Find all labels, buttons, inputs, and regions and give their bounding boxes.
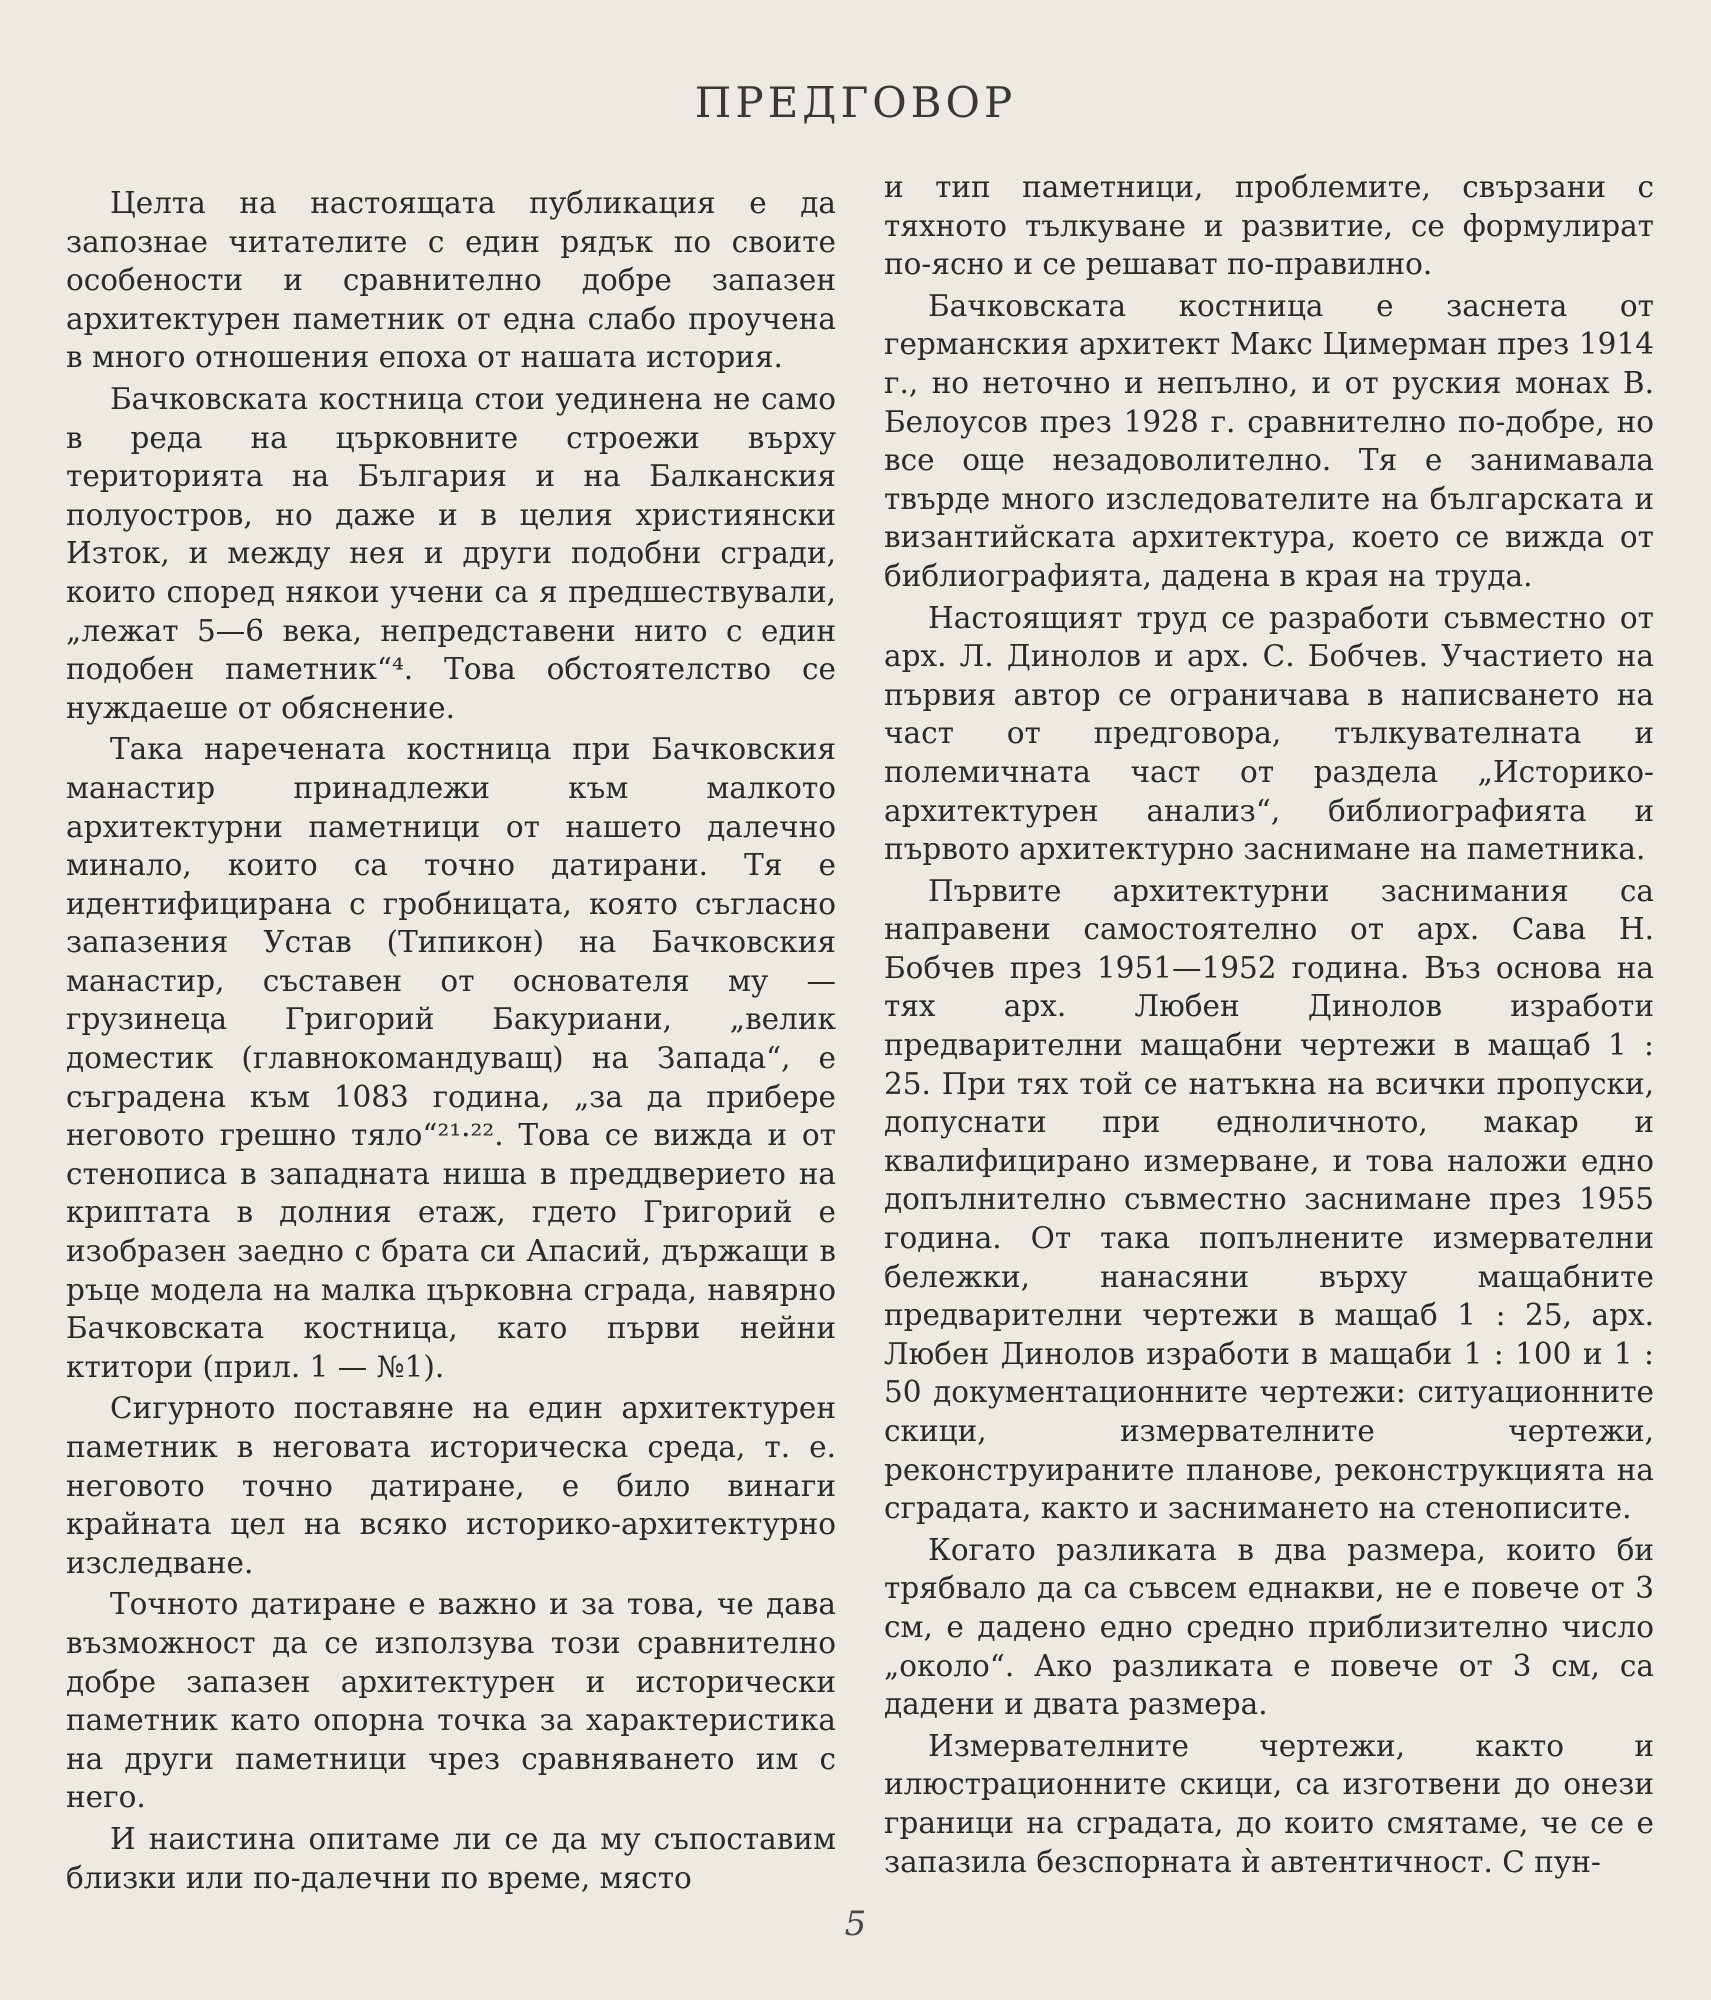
paragraph: Точното датиране е важно и за това, че дава възможност да се използува този сравнително добре запазен архитектурен и исторически паметник като опорна точка за характеристика на други паметници чрез сравняването им с него. (66, 1587, 836, 1815)
paragraph: Сигурното поставяне на един архитектурен паметник в неговата историческа среда, т. е. неговото точно датиране, е било винаги крайната цел на всяко историко-архитектурно изследване. (66, 1391, 836, 1580)
right-column (884, 168, 1654, 1884)
paragraph: Бачковската костница стои уединена не само в реда на църковните строежи върху територията на България и на Балканския полуостров, но даже и в целия християнски Изток, и между нея и други подобни сгради, които според някои учени са я предшествували, „лежат 5—6 века, непредставени нито с един подобен паметник“⁴. Това обстоятелство се нуждаеше от обяснение. (66, 381, 836, 725)
paragraph: Когато разликата в два размера, които би трябвало да са съвсем еднакви, не е повече от 3 см, е дадено едно средно приблизително число „около“. Ако разликата е повече от 3 см, са дадени и двата размера. (884, 1532, 1654, 1722)
page-number: 5 (844, 1904, 867, 1944)
paragraph: Измервателните чертежи, както и илюстрационните скици, са изготвени до онези граници на сградата, до които смятаме, че се е запазила безспорната ѝ автентичност. С пун- (884, 1728, 1654, 1879)
paragraph: И наистина опитаме ли се да му съпоставим близки или по-далечни по време, място (66, 1821, 836, 1895)
paragraph: Целта на настоящата публикация е да запознае читателите с един рядък по своите особености и сравнително добре запазен архитектурен паметник от една слабо проучена в много отношения епоха от нашата история. (66, 186, 836, 375)
paragraph-continuation: и тип паметници, проблемите, свързани с тяхното тълкуване и развитие, се формулират по-ясно и се решават по-правилно. (884, 170, 1654, 282)
left-column (66, 184, 836, 1900)
page-title: ПРЕДГОВОР (694, 78, 1017, 127)
paragraph: Настоящият труд се разработи съвместно от арх. Л. Динолов и арх. С. Бобчев. Участието на първия автор се ограничава в написването на част от предговора, тълкувателната и полемичната част от раздела „Историко-архитектурен анализ“, библиографията и първото архитектурно заснимане на паметника. (884, 600, 1654, 867)
paragraph: Бачковската костница е заснета от германския архитект Макс Цимерман през 1914 г., но неточно и непълно, и от руския монах В. Белоусов през 1928 г. сравнително по-добре, но все още незадоволително. Тя е занимавала твърде много изследователите на българската и византийската архитектура, което се вижда от библиографията, дадена в края на труда. (884, 288, 1654, 593)
paragraph: Така наречената костница при Бачковския манастир принадлежи към малкото архитектурни паметници от нашето далечно минало, които са точно датирани. Тя е идентифицирана с гробницата, която съгласно запазения Устав (Типикон) на Бачковския манастир, съставен от основателя му — грузинеца Григорий Бакуриани, „велик доместик (главнокомандуващ) на Запада“, е съградена към 1083 година, „за да прибере неговото грешно тяло“²¹·²². Това се вижда и от стенописа в западната ниша в преддверието на криптата в долния етаж, гдето Григорий е изобразен заедно с брата си Апасий, държащи в ръце модела на малка църковна сграда, навярно Бачковската костница, като първи нейни ктитори (прил. 1 — №1). (66, 732, 836, 1384)
paragraph: Първите архитектурни заснимания са направени самостоятелно от арх. Сава Н. Бобчев през 1951—1952 година. Въз основа на тях арх. Любен Динолов изработи предварителни мащабни чертежи в мащаб 1 : 25. При тях той се натъкна на всички пропуски, допуснати при едноличното, макар и квалифицирано измерване, и това наложи едно допълнително съвместно заснимане през 1955 година. От така попълнените измервателни бележки, нанасяни върху мащабните предварителни чертежи в мащаб 1 : 25, арх. Любен Динолов изработи в мащаби 1 : 100 и 1 : 50 документационните чертежи: ситуационните скици, измервателните чертежи, реконструираните планове, реконструкцията на сградата, както и заснимането на стенописите. (884, 873, 1654, 1526)
